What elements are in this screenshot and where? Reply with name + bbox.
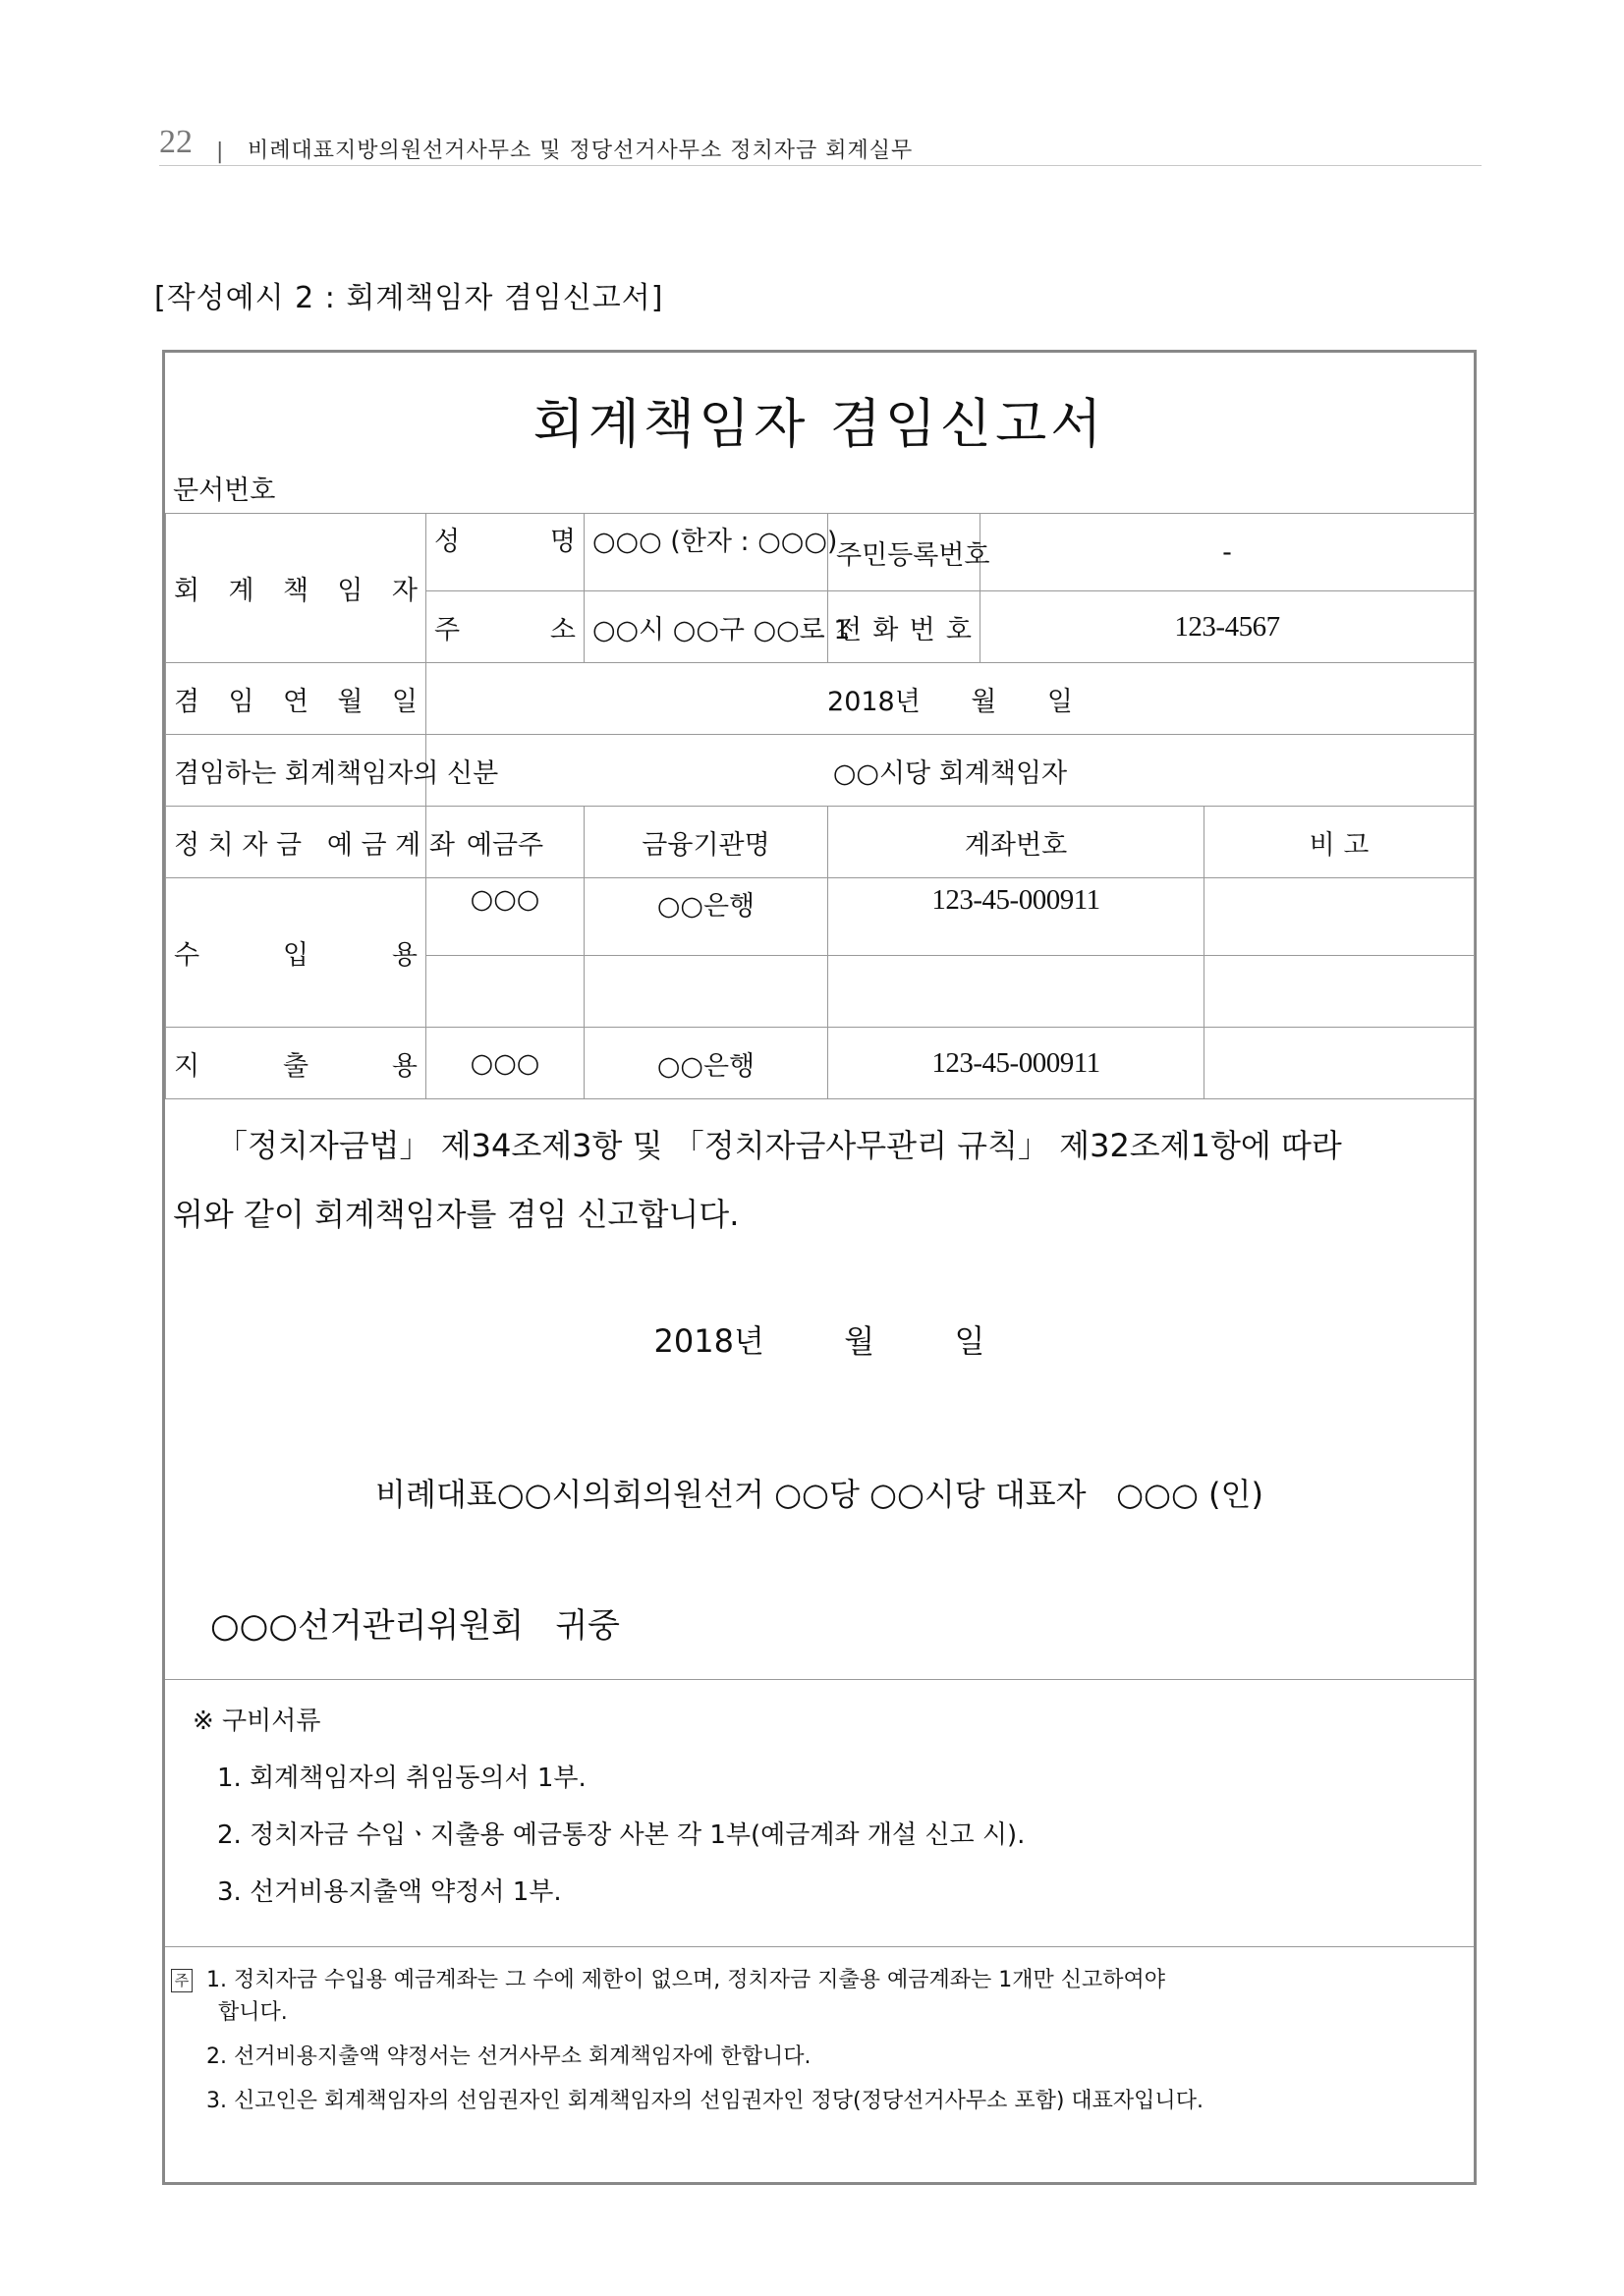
document-item: 1. 회계책임자의 취임동의서 1부. (217, 1764, 587, 1793)
income-note-2 (1204, 956, 1475, 1028)
status-label: 겸임하는 회계책임자의 신분 (166, 735, 426, 807)
table-row (166, 735, 1475, 807)
table-row (166, 514, 1475, 591)
note-1-line-1: 1. 정치자금 수입용 예금계좌는 그 수에 제한이 없으며, 정치자금 지출용 예금계좌는 1개만 신고하여야 (206, 1968, 1165, 1992)
phone-value: 123-4567 (980, 591, 1475, 663)
statement-line-2: 위와 같이 회계책임자를 겸임 신고합니다. (173, 1196, 740, 1233)
income-bank-2 (585, 956, 828, 1028)
col-account: 계좌번호 (828, 807, 1204, 878)
signature-date: 2018년 월 일 (653, 1322, 985, 1360)
section-divider (165, 1679, 1474, 1680)
document-item: 3. 선거비용지출액 약정서 1부. (217, 1877, 562, 1907)
note-3: 3. 신고인은 회계책임자의 선임권자인 회계책임자의 선임권자인 정당(정당선거사무소 포함) 대표자입니다. (206, 2089, 1204, 2113)
col-bank: 금융기관명 (585, 807, 828, 878)
income-holder-2 (426, 956, 585, 1028)
date-label: 겸 임 연 월 일 (166, 663, 426, 735)
address-label: 주 소 (426, 591, 585, 663)
table-row (166, 878, 1475, 956)
name-label: 성 명 (426, 514, 585, 591)
form-title: 회계책임자 겸임신고서 (532, 393, 1106, 455)
expense-label: 지 출 용 (166, 1028, 426, 1099)
income-bank: ○○은행 (585, 878, 828, 956)
rrn-value: - (980, 514, 1475, 591)
notes (171, 1964, 1466, 2117)
note-2: 2. 선거비용지출액 약정서는 선거사무소 회계책임자에 한합니다. (206, 2044, 812, 2069)
document-item: 2. 정치자금 수입ㆍ지출용 예금통장 사본 각 1부(예금계좌 개설 신고 시). (217, 1820, 1026, 1850)
addressee: ○○○선거관리위원회 귀중 (210, 1606, 621, 1646)
phone-label: 전 화 번 호 (828, 591, 980, 663)
income-label: 수 입 용 (166, 878, 426, 1028)
note-mark: 주 (171, 1969, 193, 1992)
required-documents (193, 1701, 1466, 1929)
rrn-label: 주민등록번호 (828, 514, 980, 591)
account-label: 정 치 자 금 예 금 계 좌 (166, 807, 426, 878)
table-row (166, 807, 1475, 878)
running-header (159, 120, 1482, 166)
expense-holder: ○○○ (426, 1028, 585, 1099)
documents-heading: ※ 구비서류 (193, 1707, 321, 1736)
col-holder: 예금주 (426, 807, 585, 878)
income-account: 123-45-000911 (828, 878, 1204, 956)
income-holder: ○○○ (426, 878, 585, 956)
doc-number-label: 문서번호 (173, 476, 276, 506)
signer: 비례대표○○시의회의원선거 ○○당 ○○시당 대표자 ○○○ (인) (375, 1476, 1263, 1513)
expense-bank: ○○은행 (585, 1028, 828, 1099)
name-value: ○○○ (한자 : ○○○) (585, 514, 828, 591)
address-value: ○○시 ○○구 ○○로 1 (585, 591, 828, 663)
header-divider: | (216, 140, 224, 164)
note-1-line-2: 합니다. (218, 2000, 288, 2025)
section-divider (165, 1946, 1474, 1947)
col-note: 비 고 (1204, 807, 1475, 878)
example-title: [작성예시 2 : 회계책임자 겸임신고서] (154, 281, 664, 315)
status-value: ○○시당 회계책임자 (426, 735, 1475, 807)
table-row (166, 663, 1475, 735)
running-title: 비례대표지방의원선거사무소 및 정당선거사무소 정치자금 회계실무 (248, 139, 914, 163)
income-account-2 (828, 956, 1204, 1028)
income-note (1204, 878, 1475, 956)
table-row (166, 1028, 1475, 1099)
note-item (171, 1964, 1466, 1996)
statement (173, 1111, 1466, 1249)
accountant-label: 회 계 책 임 자 (166, 514, 426, 663)
date-value: 2018년 월 일 (426, 663, 1475, 735)
statement-line-1: 「정치자금법」 제34조제3항 및 「정치자금사무관리 규칙」 제32조제1항에 따라 (216, 1127, 1342, 1164)
info-table (165, 513, 1475, 1099)
expense-note (1204, 1028, 1475, 1099)
form-frame (162, 350, 1477, 2185)
page-number: 22 (159, 124, 193, 160)
expense-account: 123-45-000911 (828, 1028, 1204, 1099)
